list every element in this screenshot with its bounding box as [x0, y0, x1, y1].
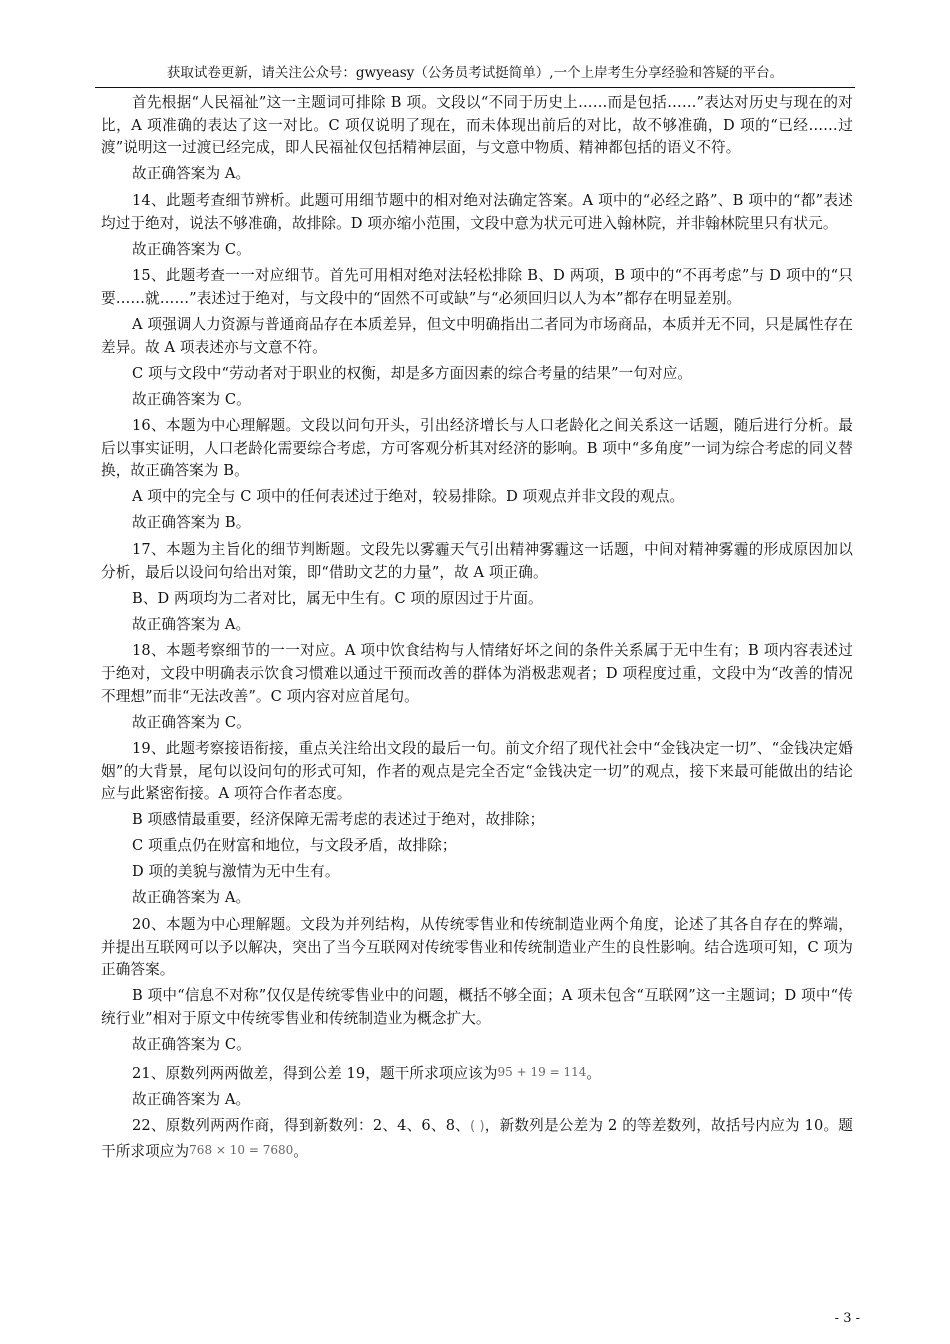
paragraph: 16、本题为中心理解题。文段以问句开头，引出经济增长与人口老龄化之间关系这一话题，随后进行分析。最后以事实证明，人口老龄化需要综合考虑，方可客观分析其对经济的影响。B 项中“多角度”一词为综合考虑的同义替换，故正确答案为 B。 [101, 417, 853, 480]
q22-text: 22、原数列两两作商，得到新数列：2、4、6、8、 [132, 1117, 470, 1135]
page-number: - 3 - [834, 1311, 860, 1326]
paragraph: C 项重点仍在财富和地位，与文段矛盾，故排除； [132, 837, 457, 855]
paragraph-q22 [101, 1115, 853, 1163]
answer-line: 故正确答案为 C。 [132, 1036, 251, 1054]
q21-text-end: 。 [586, 1064, 602, 1082]
header-divider [95, 87, 855, 88]
answer-line: 故正确答案为 C。 [132, 390, 251, 408]
paragraph-q21 [101, 1061, 853, 1086]
paragraph: 17、本题为主旨化的细节判断题。文段先以雾霾天气引出精神雾霾这一话题，中间对精神雾霾的形成原因加以分析，最后以设问句给出对策，即“借助文艺的力量”，故 A 项正确。 [101, 540, 853, 581]
answer-line: 故正确答案为 C。 [132, 240, 251, 258]
paragraph: 19、此题考察接语衔接，重点关注给出文段的最后一句。前文介绍了现代社会中“金钱决定一切”、“金钱决定婚姻”的大背景，尾句以设问句的形式可知，作者的观点是完全否定“金钱决定一切”的观点，接下来最可能做出的结论应与此紧密衔接。A 项符合作者态度。 [101, 740, 853, 803]
paragraph: A 项强调人力资源与普通商品存在本质差异，但文中明确指出二者同为市场商品，本质并无不同，只是属性存在差异。故 A 项表述亦与文意不符。 [101, 315, 853, 356]
formula: 95 + 19 = 114 [497, 1064, 587, 1079]
answer-line: 故正确答案为 A。 [132, 889, 251, 907]
answer-line: 故正确答案为 A。 [132, 1090, 251, 1108]
document-body [101, 92, 853, 1167]
formula: 768 × 10 = 7680 [189, 1142, 294, 1157]
q22-text-mid: ，新数列是公差为 2 的等差数列，故括号内应为 10。题干所求项应为 [101, 1117, 854, 1160]
answer-line: 故正确答案为 A。 [132, 165, 251, 183]
paragraph: 首先根据“人民福祉”这一主题词可排除 B 项。文段以“不同于历史上……而是包括……”表达对历史与现在的对比，A 项准确的表达了这一对比。C 项仅说明了现在，而未体现出前后的对比，故不够准确，D 项的“已经……过渡”说明这一过渡已经完成，即人民福祉仅包括精神层面，与文意中物质、精神都包括的语义不符。 [101, 94, 853, 157]
paragraph: 18、本题考察细节的一一对应。A 项中饮食结构与人情绪好坏之间的条件关系属于无中生有；B 项内容表述过于绝对，文段中明确表示饮食习惯难以通过干预而改善的群体为消极悲观者；D 项程度过重，文段中为“改善的情况不理想”而非“无法改善”。C 项内容对应首尾句。 [101, 642, 853, 705]
blank-placeholder: ( ) [469, 1119, 485, 1135]
paragraph: 14、此题考查细节辨析。此题可用细节题中的相对绝对法确定答案。A 项中的“必经之路”、B 项中的“都”表述均过于绝对，说法不够准确，故排除。D 项亦缩小范围，文段中意为状元可进入翰林院，并非翰林院里只有状元。 [101, 191, 853, 232]
answer-line: 故正确答案为 C。 [132, 713, 251, 731]
q21-text: 21、原数列两两做差，得到公差 19，题干所求项应该为 [132, 1064, 498, 1082]
paragraph: 15、此题考查一一对应细节。首先可用相对绝对法轻松排除 B、D 两项，B 项中的“不再考虑”与 D 项中的“只要……就……”表述过于绝对，与文段中的“固然不可或缺”与“必须回归以人为本”都存在明显差别。 [101, 267, 853, 307]
paragraph: 20、本题为中心理解题。文段为并列结构，从传统零售业和传统制造业两个角度，论述了其各自存在的弊端，并提出互联网可以予以解决，突出了当今互联网对传统零售业和传统制造业产生的良性影响。结合选项可知，C 项为正确答案。 [101, 915, 853, 979]
paragraph: D 项的美貌与激情为无中生有。 [132, 863, 340, 881]
paragraph: B 项感情最重要，经济保障无需考虑的表述过于绝对，故排除； [132, 811, 545, 829]
paragraph: B 项中“信息不对称”仅仅是传统零售业中的问题，概括不够全面；A 项未包含“互联网”这一主题词；D 项中“传统行业”相对于原文中传统零售业和传统制造业为概念扩大。 [101, 987, 853, 1028]
answer-line: 故正确答案为 A。 [132, 615, 251, 633]
paragraph: B、D 两项均为二者对比，属无中生有。C 项的原因过于片面。 [132, 589, 543, 607]
paragraph: C 项与文段中“劳动者对于职业的权衡，却是多方面因素的综合考量的结果”一句对应。 [132, 364, 693, 382]
paragraph: A 项中的完全与 C 项中的任何表述过于绝对，较易排除。D 项观点并非文段的观点。 [132, 488, 685, 506]
page-header: 获取试卷更新，请关注公众号：gwyeasy（公务员考试挺简单）,一个上岸考生分享经验和答疑的平台。 [166, 65, 784, 81]
answer-line: 故正确答案为 B。 [132, 514, 251, 532]
q22-text-end: 。 [293, 1142, 308, 1160]
